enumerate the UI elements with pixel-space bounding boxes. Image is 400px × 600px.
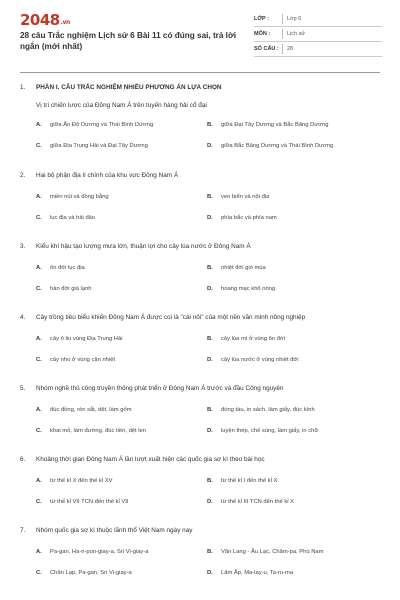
option-b[interactable]: B. cây lúa mì ở vùng ôn đới [207, 336, 285, 342]
meta-separator [282, 14, 283, 24]
option-c[interactable]: C. khai mỏ, làm đường, đúc tiền, dệt len [36, 428, 146, 434]
option-d[interactable]: D. phía bắc và phía nam [207, 215, 277, 221]
options [36, 193, 380, 223]
options [36, 264, 380, 294]
option-a[interactable]: A. cây ô liu vùng Địa Trung Hải [36, 336, 123, 342]
options [36, 121, 380, 151]
question-number: 5. [20, 385, 26, 392]
option-b[interactable]: B. đóng tàu, in sách, làm giấy, đúc kính [207, 407, 315, 413]
question-1 [20, 83, 380, 159]
option-a[interactable]: A. từ thế kỉ X đến thế kỉ XV [36, 478, 113, 484]
option-a[interactable]: A. đúc đồng, rèn sắt, dệt, làm gốm [36, 407, 132, 413]
question-stem: 7. Nhóm quốc gia sơ kì thuộc lãnh thổ Việt Nam ngày nay [20, 527, 193, 534]
option-c[interactable]: C. từ thế kỉ VII TCN đến thế kỉ VII [36, 499, 129, 505]
option-b[interactable]: B. giữa Đại Tây Dương và Bắc Băng Dương [207, 122, 329, 128]
option-b[interactable]: B. Văn Lang - Âu Lạc, Chăm-pa, Phù Nam [207, 549, 324, 555]
meta-value: 28 [287, 46, 294, 52]
options [36, 406, 380, 436]
header-divider [20, 72, 380, 73]
question-number: 6. [20, 456, 26, 463]
option-a[interactable]: A. Pa-gan, Ha-ri-pun-giay-a, Sri Vi-giay-a [36, 549, 149, 555]
option-d[interactable]: D. luyện thép, chế súng, làm giấy, in chữ [207, 428, 319, 434]
question-2 [20, 171, 380, 242]
option-c[interactable]: C. cây nho ở vùng cận nhiệt [36, 357, 116, 363]
option-b[interactable]: B. nhiệt đới gió mùa [207, 265, 266, 271]
meta-row-grade [254, 12, 382, 27]
option-d[interactable]: D. cây lúa nước ở vùng nhiệt đới [207, 357, 299, 363]
question-number: 2. [20, 172, 26, 179]
question-stem: 6. Khoảng thời gian Đông Nam Á lần lượt xuất hiện các quốc gia sơ kì theo bài học [20, 456, 265, 463]
question-5 [20, 384, 380, 455]
meta-separator [282, 44, 283, 54]
option-b[interactable]: B. từ thế kỉ I đến thế kỉ X [207, 478, 278, 484]
meta-key: SỐ CÂU : [254, 46, 279, 52]
page-title: 28 câu Trắc nghiệm Lịch sử 6 Bài 11 có đúng sai, trả lời ngắn (mới nhất) [20, 31, 237, 51]
question-3 [20, 242, 380, 313]
site-logo[interactable]: 2048.vn [20, 11, 70, 29]
options [36, 335, 380, 365]
question-7 [20, 526, 380, 586]
question-stem: 4. Cây trồng tiêu biểu khiến Đông Nam Á được coi là "cái nôi" của một nền văn minh nông nghiệp [20, 314, 306, 321]
question-6 [20, 455, 380, 526]
question-stem: 3. Kiểu khí hậu tạo lượng mưa lớn, thuận lợi cho cây lúa nước ở Đông Nam Á [20, 243, 251, 250]
meta-row-count [254, 42, 382, 57]
question-number: 1. [20, 84, 26, 91]
question-stem: 2. Hai bộ phận địa lí chính của khu vực Đông Nam Á [20, 172, 179, 179]
meta-value: Lịch sử [287, 31, 306, 37]
option-d[interactable]: D. Lâm Ấp, Ma-lay-u, Ta-ru-ma [207, 570, 294, 576]
page-header [0, 0, 400, 70]
option-c[interactable]: C. Chân Lạp, Pa-gan, Sri Vi-giay-a [36, 570, 132, 576]
question-list [20, 83, 380, 586]
question-number: 4. [20, 314, 26, 321]
option-b[interactable]: B. ven biển và nội địa [207, 194, 270, 200]
option-c[interactable]: C. lục địa và hải đảo [36, 215, 96, 221]
meta-key: MÔN : [254, 31, 271, 37]
option-d[interactable]: D. từ thế kỉ III TCN đến thế kỉ X [207, 499, 295, 505]
option-a[interactable]: A. giữa Ấn Độ Dương và Thái Bình Dương [36, 122, 154, 128]
option-c[interactable]: C. giữa Địa Trung Hải và Đại Tây Dương [36, 143, 148, 149]
question-number: 3. [20, 243, 26, 250]
question-stem: 1. PHẦN I. CÂU TRẮC NGHIỆM NHIỀU PHƯƠNG ÁN LỰA CHỌN [20, 84, 222, 91]
meta-key: LỚP : [254, 16, 269, 22]
options [36, 477, 380, 507]
option-d[interactable]: D. hoang mạc khô nóng [207, 286, 276, 292]
option-a[interactable]: A. miền núi và đồng bằng [36, 194, 109, 200]
question-stem: 5. Nhóm nghề thủ công truyền thống phát triển ở Đông Nam Á trước và đầu Công nguyên [20, 385, 284, 392]
meta-row-subject [254, 27, 382, 42]
question-text: Vị trí chiến lược của Đông Nam Á trên tuyến hàng hải cổ đại [36, 102, 207, 109]
question-4 [20, 313, 380, 384]
option-d[interactable]: D. giữa Bắc Băng Dương và Thái Bình Dương [207, 143, 334, 149]
option-c[interactable]: C. hàn đới giá lạnh [36, 286, 92, 292]
option-a[interactable]: A. ôn đới lục địa [36, 265, 85, 271]
meta-table [254, 12, 382, 57]
question-number: 7. [20, 527, 26, 534]
meta-separator [282, 29, 283, 39]
meta-value: Lớp 6 [287, 16, 302, 22]
options [36, 548, 380, 578]
